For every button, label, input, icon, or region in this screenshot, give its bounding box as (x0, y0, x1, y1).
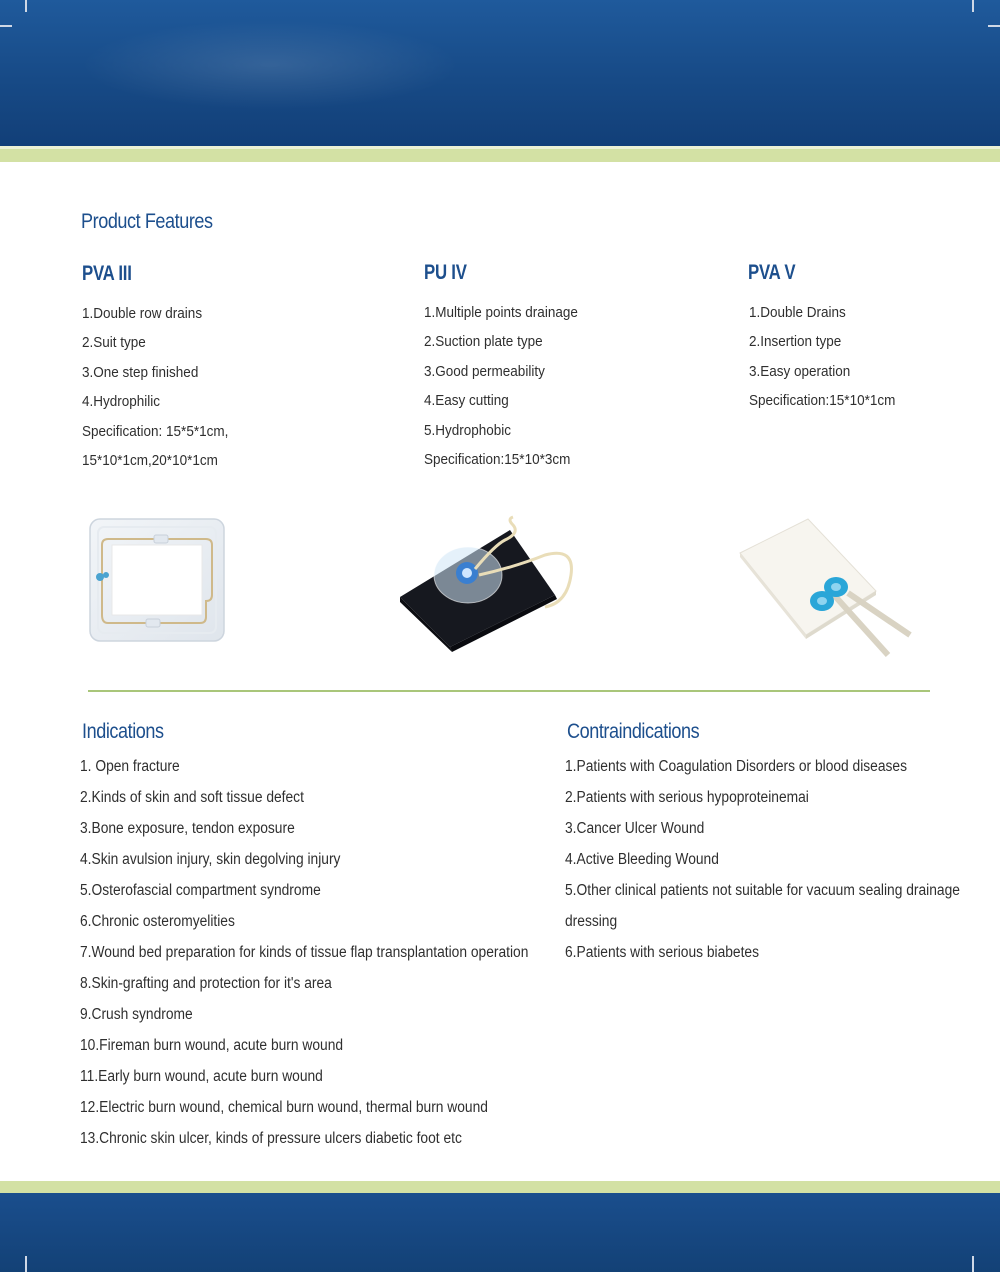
feature-item: Specification:15*10*3cm (424, 450, 571, 468)
list-item: 5.Other clinical patients not suitable for vacuum sealing drainage (565, 882, 960, 899)
list-item: 13.Chronic skin ulcer, kinds of pressure ulcers diabetic foot etc (80, 1130, 462, 1147)
list-item: 6.Chronic osteromyelities (80, 913, 235, 930)
list-item: 3.Cancer Ulcer Wound (565, 820, 705, 837)
pu-iv-black-foam-image (395, 515, 580, 655)
feature-item: 2.Insertion type (749, 333, 842, 351)
list-item: 3.Bone exposure, tendon exposure (80, 820, 295, 837)
section-divider (88, 690, 930, 692)
feature-item: 4.Easy cutting (424, 392, 509, 410)
list-item: 4.Active Bleeding Wound (565, 851, 719, 868)
indications-list (80, 751, 584, 1154)
list-item: 10.Fireman burn wound, acute burn wound (80, 1037, 344, 1054)
product-features-pu-iv (424, 298, 595, 474)
feature-item: 5.Hydrophobic (424, 421, 512, 439)
list-item: 12.Electric burn wound, chemical burn wound, thermal burn wound (80, 1099, 488, 1116)
feature-item: 1.Double Drains (749, 304, 846, 321)
feature-item: 2.Suction plate type (424, 333, 543, 351)
list-item: 8.Skin-grafting and protection for it's area (80, 975, 332, 992)
feature-item: Specification:15*10*1cm (749, 392, 896, 410)
feature-item: 1.Double row drains (82, 305, 203, 322)
crop-mark-top-left (25, 0, 27, 12)
contraindications-list (565, 751, 1000, 968)
header-green-rule (0, 146, 1000, 162)
feature-item: 3.Easy operation (749, 362, 851, 380)
list-item: 5.Osterofascial compartment syndrome (80, 882, 321, 899)
feature-item: 1.Multiple points drainage (424, 304, 578, 321)
crop-mark-top-left-h (0, 25, 12, 27)
footer-green-rule (0, 1181, 1000, 1193)
product-features-pva-iii (82, 299, 245, 475)
product-features-pva-v (749, 298, 912, 416)
feature-item: 15*10*1cm,20*10*1cm (82, 451, 218, 469)
list-item: 11.Early burn wound, acute burn wound (80, 1068, 323, 1085)
footer-banner (0, 1193, 1000, 1272)
crop-mark-top-right-h (988, 25, 1000, 27)
list-item: 1.Patients with Coagulation Disorders or blood diseases (565, 758, 908, 775)
crop-mark-bottom-right (972, 1256, 974, 1272)
product-title-pu-iv: PU IV (424, 261, 467, 284)
list-item: 2.Kinds of skin and soft tissue defect (80, 789, 304, 806)
list-item: 2.Patients with serious hypoproteinemai (565, 789, 809, 806)
crop-mark-top-right (972, 0, 974, 12)
feature-item: 4.Hydrophilic (82, 393, 161, 411)
feature-item: Specification: 15*5*1cm, (82, 422, 229, 440)
header-banner (0, 0, 1000, 146)
contraindications-title: Contraindications (567, 720, 700, 743)
crop-mark-bottom-left (25, 1256, 27, 1272)
list-item: dressing (565, 913, 618, 930)
feature-item: 3.One step finished (82, 363, 199, 381)
indications-title: Indications (82, 720, 164, 743)
feature-item: 3.Good permeability (424, 362, 545, 380)
product-features-title: Product Features (81, 210, 213, 233)
list-item: 9.Crush syndrome (80, 1006, 193, 1023)
list-item: 1. Open fracture (80, 758, 180, 775)
product-title-pva-v: PVA V (748, 261, 796, 284)
list-item: 4.Skin avulsion injury, skin degolving injury (80, 851, 341, 868)
list-item: 7.Wound bed preparation for kinds of tissue flap transplantation operation (80, 944, 529, 961)
pva-v-white-foam-image (738, 515, 918, 660)
list-item: 6.Patients with serious biabetes (565, 944, 760, 961)
pva-iii-dressing-package-image (88, 515, 228, 645)
feature-item: 2.Suit type (82, 334, 146, 352)
product-title-pva-iii: PVA III (82, 262, 132, 285)
